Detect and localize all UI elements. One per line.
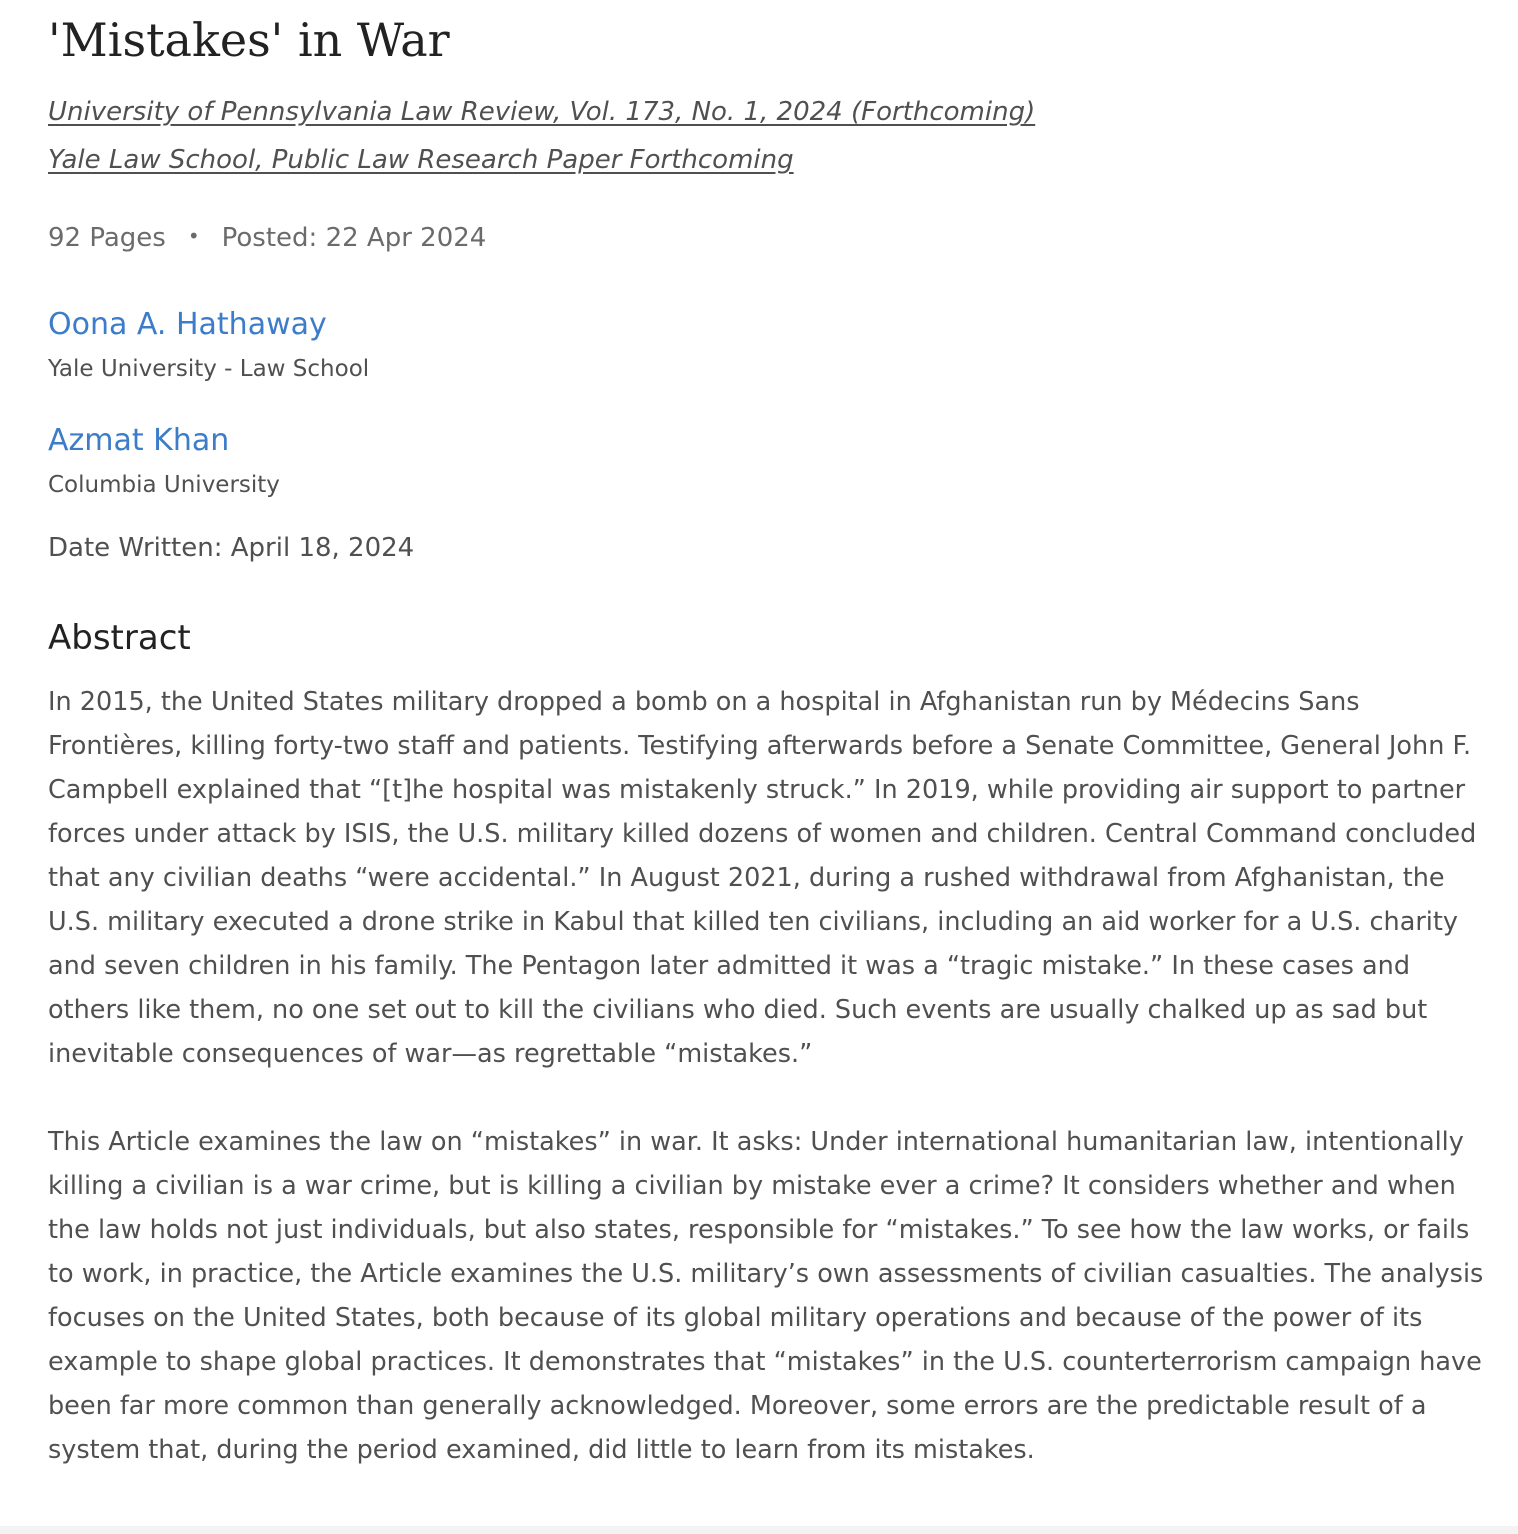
author-link-khan[interactable]: Azmat Khan xyxy=(48,423,230,458)
abstract-paragraph-2: This Article examines the law on “mistakes” in war. It asks: Under international humanitarian law, intentionally killing a civilian is a war crime, but is killing a civilian by mistake ever a crime? It considers whether and when the law holds not just individuals, but also states, responsible for “mistakes.” To see how the law works, or fails to work, in practice, the Article examines the U.S. military’s own assessments of civilian casualties. The analysis focuses on the United States, both because of its global military operations and because of the power of its example to shape global practices. It demonstrates that “mistakes” in the U.S. counterterrorism campaign have been far more common than generally acknowledged. Moreover, some errors are the predictable result of a system that, during the period examined, did little to learn from its mistakes. xyxy=(48,1127,1484,1465)
author-affiliation-hathaway: Yale University - Law School xyxy=(48,356,370,382)
author-affiliation-khan: Columbia University xyxy=(48,472,280,498)
journal-link-penn-law-review[interactable]: University of Pennsylvania Law Review, Vol. 173, No. 1, 2024 (Forthcoming) xyxy=(48,97,1036,127)
author-link-hathaway[interactable]: Oona A. Hathaway xyxy=(48,307,327,342)
meta-separator: • xyxy=(187,224,200,248)
paper-meta xyxy=(48,218,486,256)
abstract-paragraph-1: In 2015, the United States military dropped a bomb on a hospital in Afghanistan run by Médecins Sans Frontières, killing forty-two staff and patients. Testifying afterwards before a Senate Committee, General John F. Campbell explained that “[t]he hospital was mistakenly struck.” In 2019, while providing air support to partner forces under attack by ISIS, the U.S. military killed dozens of women and children. Central Command concluded that any civilian deaths “were accidental.” In August 2021, during a rushed withdrawal from Afghanistan, the U.S. military executed a drone strike in Kabul that killed ten civilians, including an aid worker for a U.S. charity and seven children in his family. The Pentagon later admitted it was a “tragic mistake.” In these cases and others like them, no one set out to kill the civilians who died. Such events are usually chalked up as sad but inevitable consequences of war—as regrettable “mistakes.” xyxy=(48,687,1477,1069)
page-count: 92 Pages xyxy=(48,223,166,253)
date-written: Date Written: April 18, 2024 xyxy=(48,533,415,563)
posted-date: Posted: 22 Apr 2024 xyxy=(221,223,487,253)
paper-title: 'Mistakes' in War xyxy=(48,13,450,67)
abstract-heading: Abstract xyxy=(48,618,191,658)
journal-link-yale-public-law[interactable]: Yale Law School, Public Law Research Paper Forthcoming xyxy=(48,145,794,175)
page-bottom-divider xyxy=(0,1526,1518,1534)
